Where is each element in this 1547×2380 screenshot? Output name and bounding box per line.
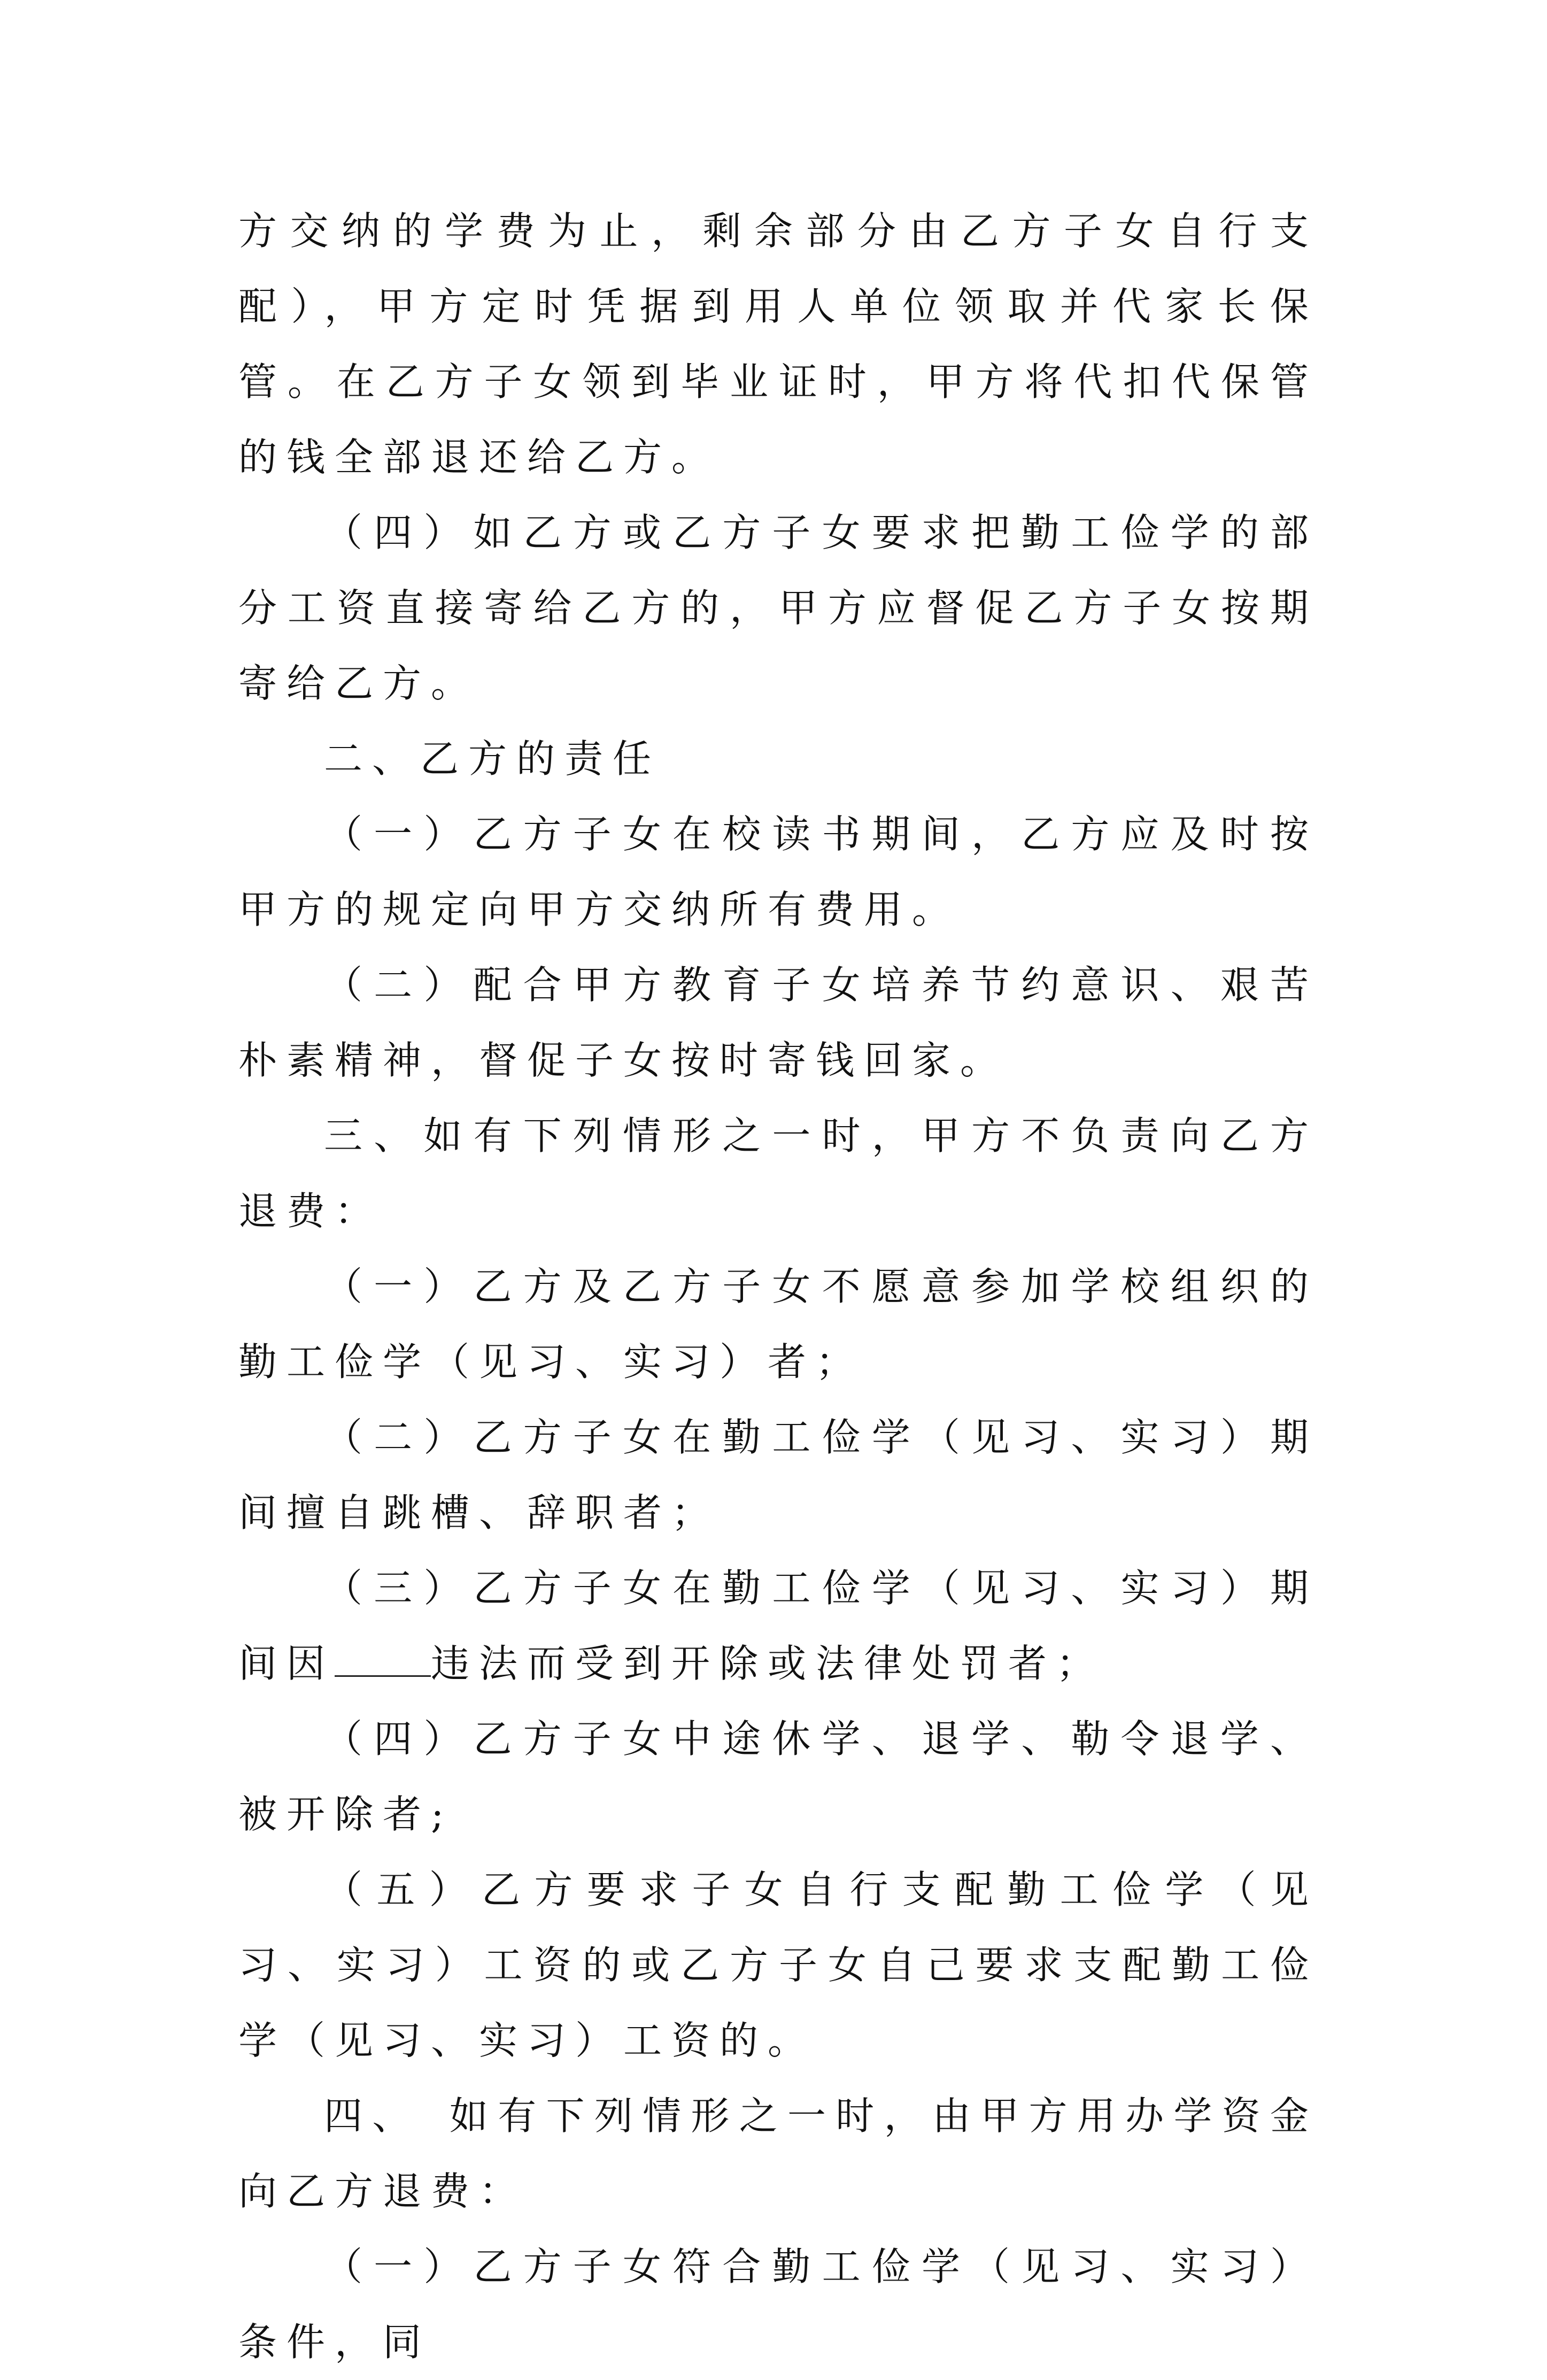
paragraph-11: （五）乙方要求子女自行支配勤工俭学（见习、实习）工资的或乙方子女自己要求支配勤工俭学（见习、实习）工资的。 [238,1867,1318,2063]
paragraph-2: （四）如乙方或乙方子女要求把勤工俭学的部分工资直接寄给乙方的，甲方应督促乙方子女按期寄给乙方。 [238,510,1318,706]
section-heading-no-refund: 三、如有下列情形之一时，甲方不负责向乙方退费： [238,1113,1318,1234]
paragraph-4: （一）乙方子女在校读书期间，乙方应及时按甲方的规定向甲方交纳所有费用。 [238,812,1318,932]
paragraph-9-after-blank: 违法而受到开除或法律处罚者； [431,1641,1105,1686]
paragraph-1: 方交纳的学费为止，剩余部分由乙方子女自行支配），甲方定时凭据到用人单位领取并代家长保管。在乙方子女领到毕业证时，甲方将代扣代保管的钱全部退还给乙方。 [238,209,1318,480]
paragraph-9 [238,1551,1318,1701]
section-heading-refund: 四、 如有下列情形之一时，由甲方用办学资金向乙方退费： [238,2093,1318,2214]
document-body [238,194,1318,2380]
paragraph-9-before-blank: （三）乙方子女在勤工俭学（见习、实习）期间因 [238,1566,1318,1686]
paragraph-10: （四）乙方子女中途休学、退学、勒令退学、被开除者; [238,1716,1318,1837]
paragraph-13: （一）乙方子女符合勤工俭学（见习、实习）条件，同 [238,2244,1318,2364]
fill-in-blank [335,1643,431,1677]
paragraph-8: （二）乙方子女在勤工俭学（见习、实习）期间擅自跳槽、辞职者； [238,1415,1318,1535]
paragraph-7: （一）乙方及乙方子女不愿意参加学校组织的勤工俭学（见习、实习）者； [238,1264,1318,1384]
section-heading-party-b-duties: 二、乙方的责任 [324,736,661,781]
paragraph-5: （二）配合甲方教育子女培养节约意识、艰苦朴素精神，督促子女按时寄钱回家。 [238,962,1318,1083]
